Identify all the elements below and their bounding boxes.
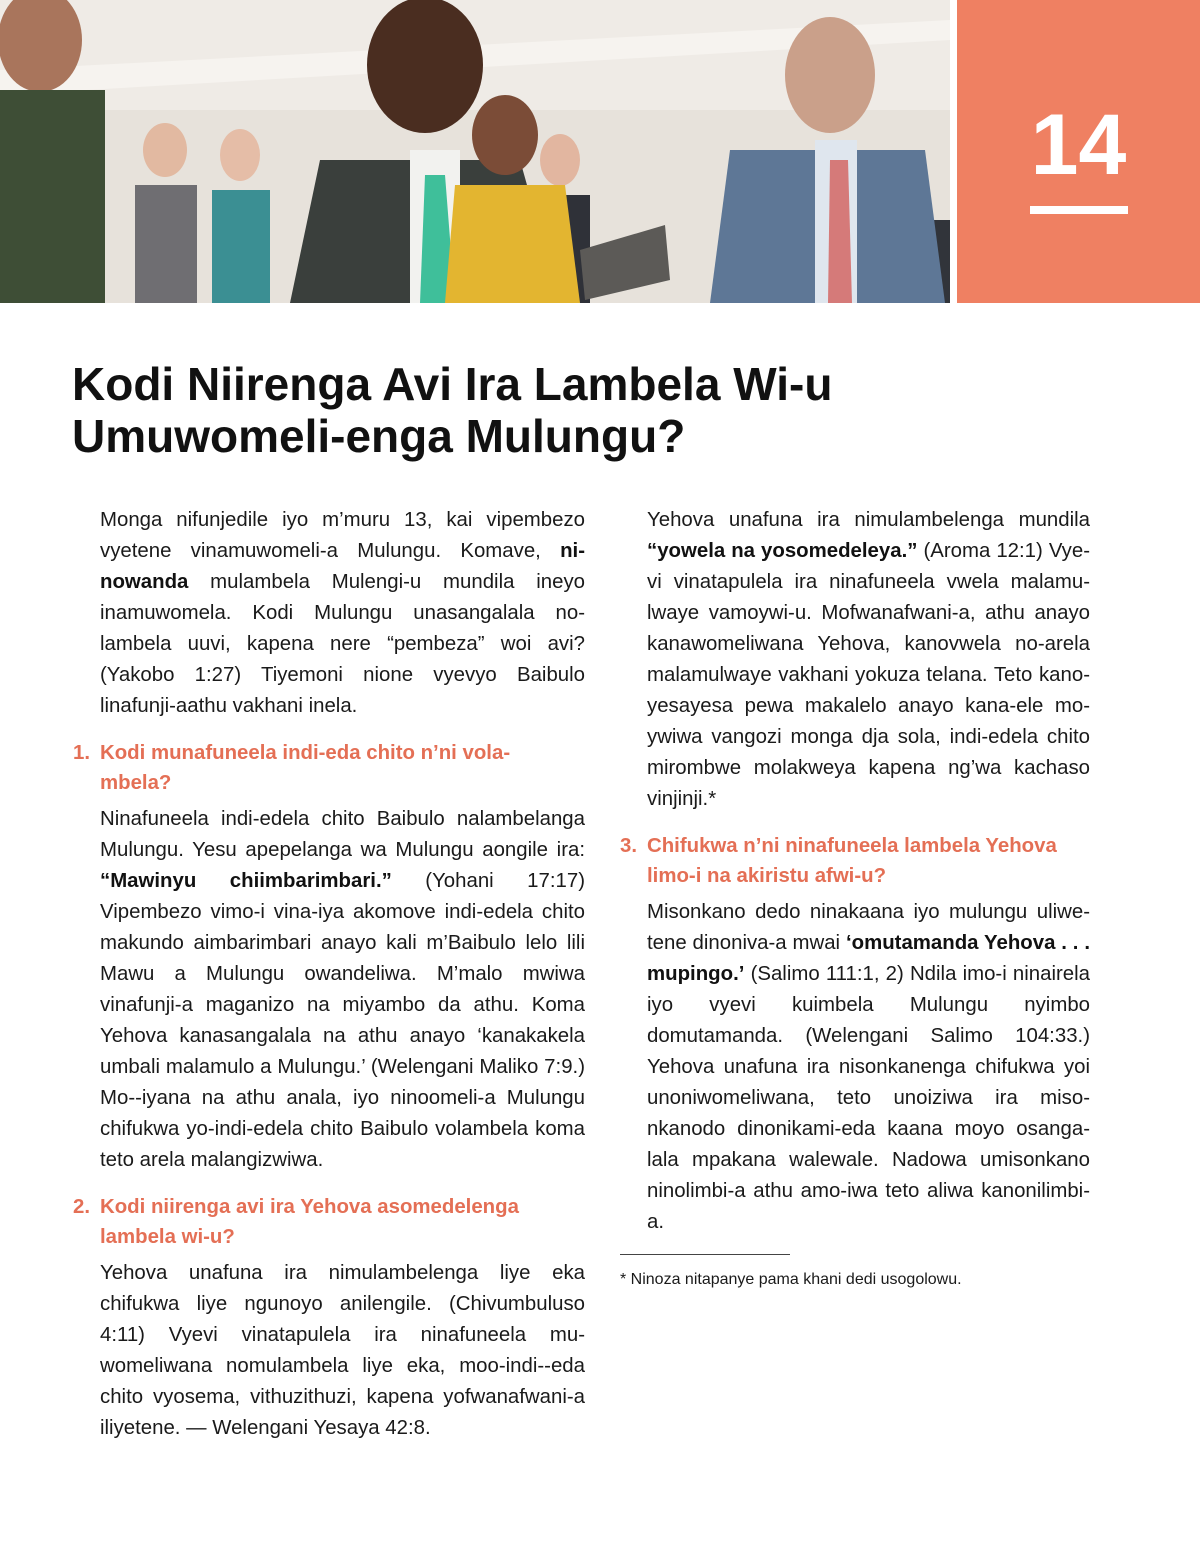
- emphasis: “Mawinyu chiimbarimbari.”: [100, 870, 392, 892]
- intro-paragraph: Monga nifunjedile iyo m’muru 13, kai vipembezo vyetene vinamuwomeli-a Mulungu. Komave, ninowanda mulambela Mulengi-u mundila ineyo inamuwomela. Kodi Mulungu unasangalala nolambela uuvi, kapena nere “pembeza” woi avi? (Yakobo 1:27) Tiyemoni nione vyevyo Baibulo linafunji-aathu vakhani inela.: [100, 509, 585, 717]
- answer-paragraph-2: Yehova unafuna ira nimulambelenga liye eka chifukwa liye ngunoyo anilengile. (Chivumbuluso 4:11) Vyevi vinatapulela ira ninafuneela muwomeliwana nomulambela liye eka, moo-indi--eda chito vyosema, vithuzithuzi, kapena yofwanafwani-a iliyetene. — Welengani Yesaya 42:8.: [100, 1262, 585, 1439]
- footnote-divider: [620, 1254, 790, 1255]
- page-title: [72, 358, 1072, 462]
- emphasis: “yowela na yosomedeleya.”: [647, 540, 918, 562]
- badge-underline: [1030, 206, 1128, 214]
- question-heading-3: 3. Chifukwa n’ni ninafuneela lambela Yehova limo-i na akiristu afwi-u?: [620, 831, 1090, 891]
- question-number: 1.: [73, 742, 91, 764]
- answer-paragraph-2-continued: Yehova unafuna ira nimulambelenga mundila “yowela na yosomedeleya.” (Aroma 12:1) Vyevi vinatapulela ira ninafuneela vwela malamulwaye vamoywi-u. Mofwanafwani-a, athu anayo kanawomeliwana Yehova, kanovwela no-arela malamulwaye vakhani yokuza telana. Teto kanoyesayesa pewa makalelo anayo kana-ele moywiwa vangozi monga dja sola, indi-edela chito mirombwe molakweya kapena ng’wa kachaso vinjinji.*: [647, 509, 1090, 810]
- question-heading-1: 1. Kodi munafuneela indi-eda chito n’ni vola- mbela?: [73, 738, 585, 798]
- congregation-singing-illustration: [0, 0, 950, 303]
- emphasis: ‘omutamanda Yehova . . . mupingo.’: [647, 932, 1090, 985]
- title-line-2: Umuwomeli-enga Mulungu?: [72, 410, 686, 462]
- left-column: [73, 505, 585, 1460]
- lesson-number: 14: [1030, 97, 1127, 193]
- hero-photo: [0, 0, 950, 303]
- footnote: * Ninoza nitapanye pama khani dedi usogolowu.: [620, 1271, 962, 1288]
- question-number: 2.: [73, 1196, 91, 1218]
- emphasis: ninowanda: [100, 540, 585, 593]
- title-line-1: Kodi Niirenga Avi Ira Lambela Wi-u: [72, 358, 833, 410]
- lesson-number-badge: [957, 0, 1200, 303]
- question-heading-2: 2. Kodi niirenga avi ira Yehova asomedelenga lambela wi-u?: [73, 1192, 585, 1252]
- question-number: 3.: [620, 835, 638, 857]
- answer-paragraph-3: Misonkano dedo ninakaana iyo mulungu uliwetene dinoniva-a mwai ‘omutamanda Yehova . . . mupingo.’ (Salimo 111:1, 2) Ndila imo-i ninairela iyo vyevi kuimbela Mulungu nyimbo domutamanda. (Welengani Salimo 104:33.) Yehova unafuna ira nisonkanenga chifukwa yoi unoniwomeliwana, teto unoiziwa ira misonkanodo dinonikami-eda kaana moyo osangalala mpakana walewale. Nadowa umisonkano ninolimbi-a athu amo-iwa teto aliwa kanonilimbi-a.: [647, 901, 1090, 1233]
- answer-paragraph-1: Ninafuneela indi-edela chito Baibulo nalambelanga Mulungu. Yesu apepelanga wa Mulungu aongile ira: “Mawinyu chiimbarimbari.” (Yohani 17:17) Vipembezo vimo-i vina-iya akomove indi-edela chito makundo aimbarimbari anayo kali m’Baibulo lelo lili Mawu a Mulungu owandeliwa. M’malo mwiwa vinafunji-a maganizo na miyambo da athu. Koma Yehova kanasangalala na athu anayo ‘kanakakela umbali malamulo a Mulungu.’ (Welengani Maliko 7:9.) Mo--iyana na athu anala, iyo ninoomeli-a Mulungu chifukwa yo-indi-edela chito Baibulo volambela koma teto arela malangizwiwa.: [100, 808, 585, 1171]
- right-column: [620, 505, 1090, 1291]
